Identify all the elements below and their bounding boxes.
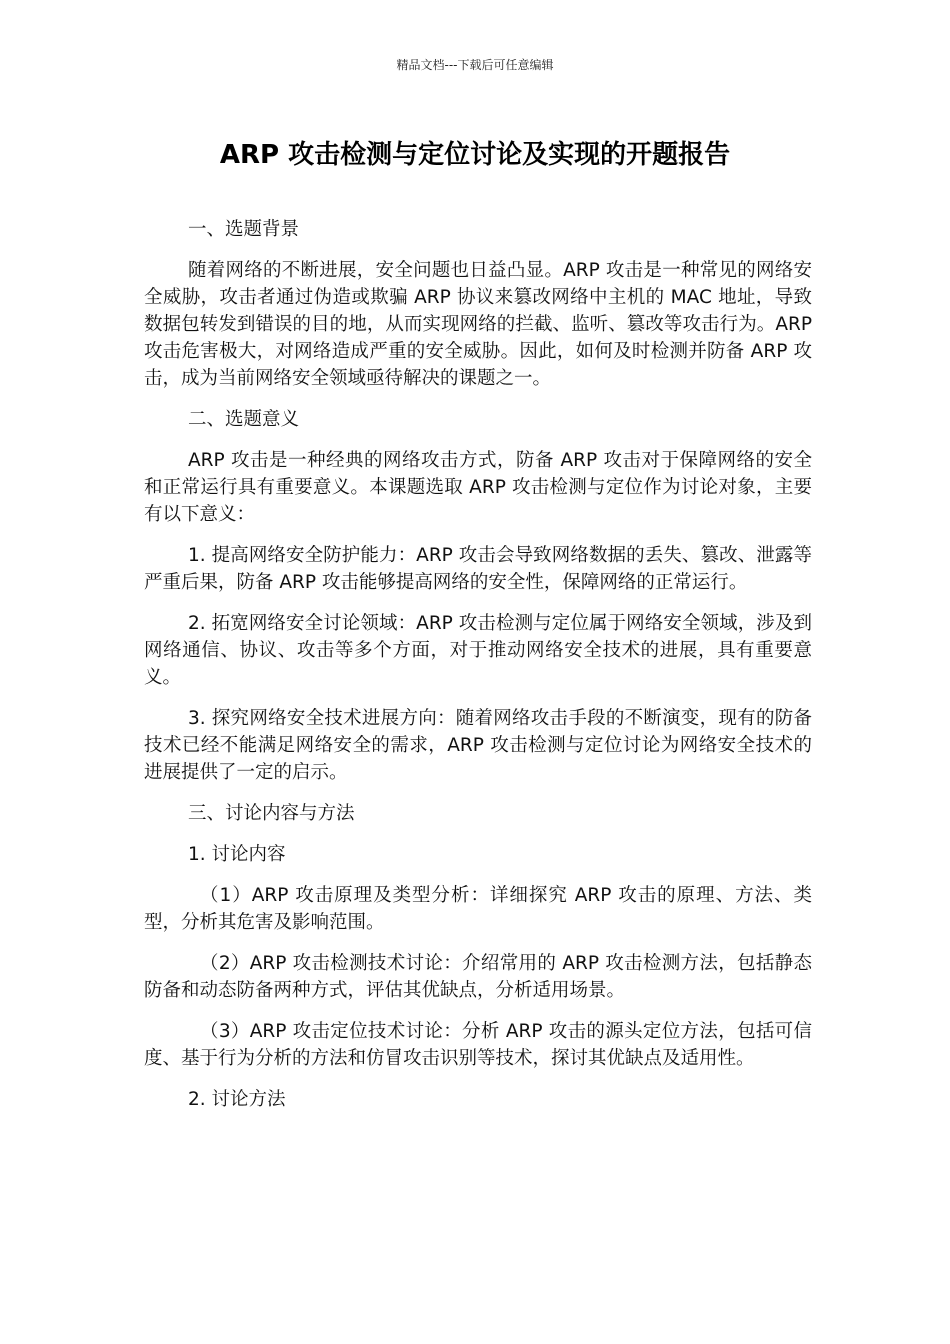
- list-item-content-2: （2）ARP 攻击检测技术讨论：介绍常用的 ARP 攻击检测方法，包括静态防备和动态防备两种方式，评估其优缺点，分析适用场景。: [144, 953, 812, 1001]
- header-note: 精品文档---下载后可任意编辑: [396, 58, 554, 72]
- list-item-significance-2: 2. 拓宽网络安全讨论领域：ARP 攻击检测与定位属于网络安全领域，涉及到网络通信、协议、攻击等多个方面，对于推动网络安全技术的进展，具有重要意义。: [144, 613, 812, 688]
- section-heading-content-methods: 三、讨论内容与方法: [188, 803, 355, 824]
- section-heading-significance: 二、选题意义: [188, 409, 300, 430]
- subheading-methods: 2. 讨论方法: [188, 1089, 286, 1110]
- list-item-significance-3: 3. 探究网络安全技术进展方向：随着网络攻击手段的不断演变，现有的防备技术已经不能满足网络安全的需求，ARP 攻击检测与定位讨论为网络安全技术的进展提供了一定的启示。: [144, 708, 812, 783]
- list-item-content-3: （3）ARP 攻击定位技术讨论：分析 ARP 攻击的源头定位方法，包括可信度、基于行为分析的方法和仿冒攻击识别等技术，探讨其优缺点及适用性。: [144, 1021, 812, 1069]
- paragraph-background: 随着网络的不断进展，安全问题也日益凸显。ARP 攻击是一种常见的网络安全威胁，攻击者通过伪造或欺骗 ARP 协议来篡改网络中主机的 MAC 地址，导致数据包转发到错误的目的地，从而实现网络的拦截、监听、篡改等攻击行为。ARP 攻击危害极大，对网络造成严重的安全威胁。因此，如何及时检测并防备 ARP 攻击，成为当前网络安全领域亟待解决的课题之一。: [144, 260, 812, 389]
- subheading-content: 1. 讨论内容: [188, 844, 286, 865]
- document-body: [144, 216, 812, 1127]
- document-title: ARP 攻击检测与定位讨论及实现的开题报告: [219, 140, 731, 170]
- list-item-significance-1: 1. 提高网络安全防护能力：ARP 攻击会导致网络数据的丢失、篡改、泄露等严重后果，防备 ARP 攻击能够提高网络的安全性，保障网络的正常运行。: [144, 545, 812, 593]
- section-heading-background: 一、选题背景: [188, 219, 300, 240]
- paragraph-significance: ARP 攻击是一种经典的网络攻击方式，防备 ARP 攻击对于保障网络的安全和正常运行具有重要意义。本课题选取 ARP 攻击检测与定位作为讨论对象，主要有以下意义：: [144, 450, 812, 525]
- list-item-content-1: （1）ARP 攻击原理及类型分析：详细探究 ARP 攻击的原理、方法、类型，分析其危害及影响范围。: [144, 885, 812, 933]
